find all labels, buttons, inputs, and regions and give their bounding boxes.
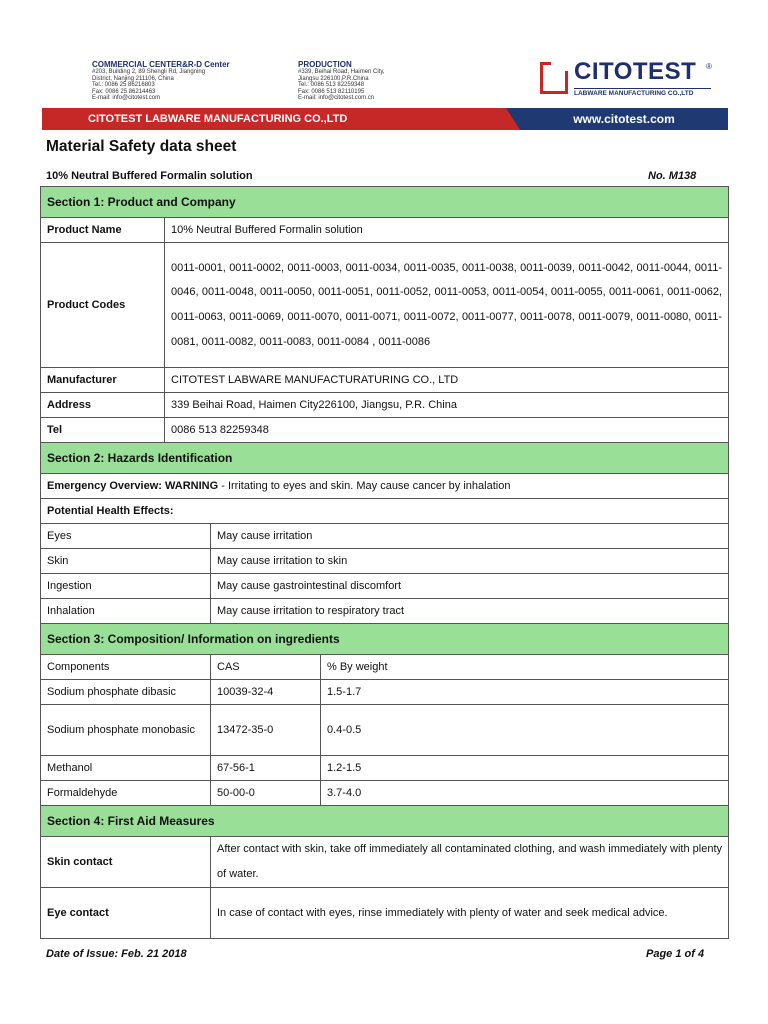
eye-contact-text: In case of contact with eyes, rinse immediately with plenty of water and seek medical advice. [211, 888, 729, 939]
production-line: Tel.: 0086 513 82259348 [298, 82, 365, 89]
component-weight: 1.5-1.7 [321, 680, 729, 705]
section-heading-row [41, 806, 729, 837]
band-website-link[interactable]: www.citotest.com [520, 108, 728, 130]
document-number: No. M138 [648, 170, 697, 182]
section-heading-row [41, 443, 729, 474]
band-company-name: CITOTEST LABWARE MANUFACTURING CO.,LTD [42, 108, 520, 130]
page-number: Page 1 of 4 [646, 948, 705, 960]
table-row [41, 243, 729, 368]
table-row [41, 474, 729, 499]
address-value: 339 Beihai Road, Haimen City226100, Jiangsu, P.R. China [165, 393, 729, 418]
tel-label: Tel [41, 418, 165, 443]
commercial-center-address [92, 60, 230, 102]
production-line: Jiangsu 226100,P.R.China [298, 75, 369, 82]
health-effect: May cause gastrointestinal discomfort [211, 574, 729, 599]
product-name-label: Product Name [41, 218, 165, 243]
logo-name: CITOTEST [574, 58, 697, 85]
tel-value: 0086 513 82259348 [165, 418, 729, 443]
component-cas: 10039-32-4 [211, 680, 321, 705]
component-name: Formaldehyde [41, 781, 211, 806]
date-of-issue: Date of Issue: Feb. 21 2018 [46, 948, 187, 960]
table-row [41, 418, 729, 443]
exposure-route: Skin [41, 549, 211, 574]
section-1-heading: Section 1: Product and Company [41, 187, 729, 218]
emergency-overview [41, 474, 729, 499]
product-subtitle: 10% Neutral Buffered Formalin solution [46, 170, 253, 182]
component-weight: 0.4-0.5 [321, 705, 729, 756]
component-name: Sodium phosphate monobasic [41, 705, 211, 756]
product-codes-label: Product Codes [41, 243, 165, 368]
section-heading-row [41, 187, 729, 218]
table-row [41, 368, 729, 393]
logo-registered-mark: ® [706, 62, 712, 71]
table-row [41, 499, 729, 524]
table-row [41, 756, 729, 781]
component-name: Sodium phosphate dibasic [41, 680, 211, 705]
table-row [41, 574, 729, 599]
address-label: Address [41, 393, 165, 418]
table-row [41, 218, 729, 243]
commercial-line: E-mail: info@citotest.com [92, 95, 161, 102]
table-row [41, 393, 729, 418]
component-weight: 1.2-1.5 [321, 756, 729, 781]
health-effect: May cause irritation [211, 524, 729, 549]
msds-table [40, 186, 729, 939]
product-name-value: 10% Neutral Buffered Formalin solution [165, 218, 729, 243]
skin-contact-text: After contact with skin, take off immediately all contaminated clothing, and wash immediately with plenty of water. [211, 837, 729, 888]
production-line: Fax: 0086 513 82110195 [298, 88, 365, 95]
product-codes-value: 0011-0001, 0011-0002, 0011-0003, 0011-0034, 0011-0035, 0011-0038, 0011-0039, 0011-0042, 0011-0044, 0011-0046, 0011-0048, 0011-0050, 0011-0051, 0011-0052, 0011-0053, 0011-0054, 0011-0055, 0011-0061, 0011-0062, 0011-0063, 0011-0069, 0011-0070, 0011-0071, 0011-0072, 0011-0077, 0011-0078, 0011-0079, 0011-0080, 0011-0081, 0011-0082, 0011-0083, 0011-0084 , 0011-0086 [165, 243, 729, 368]
health-effect: May cause irritation to skin [211, 549, 729, 574]
exposure-route: Inhalation [41, 599, 211, 624]
commercial-line: District, Nanjing 211106, China [92, 75, 174, 82]
exposure-route: Ingestion [41, 574, 211, 599]
column-header-components: Components [41, 655, 211, 680]
component-cas: 67-56-1 [211, 756, 321, 781]
exposure-route: Eyes [41, 524, 211, 549]
skin-contact-label: Skin contact [41, 837, 211, 888]
commercial-line: Fax: 0086 25 86214463 [92, 88, 156, 95]
header-band [42, 108, 728, 130]
table-row [41, 549, 729, 574]
manufacturer-value: CITOTEST LABWARE MANUFACTURATURING CO., LTD [165, 368, 729, 393]
logo-subtitle: LABWARE MANUFACTURING CO.,LTD [574, 88, 711, 97]
column-header-cas: CAS [211, 655, 321, 680]
table-row [41, 888, 729, 939]
table-row [41, 599, 729, 624]
component-cas: 13472-35-0 [211, 705, 321, 756]
table-row [41, 680, 729, 705]
production-address [298, 60, 385, 102]
document-title: Material Safety data sheet [46, 138, 237, 155]
table-row [41, 781, 729, 806]
emergency-warning: WARNING [165, 480, 219, 492]
health-effect: May cause irritation to respiratory tract [211, 599, 729, 624]
section-4-heading: Section 4: First Aid Measures [41, 806, 729, 837]
citotest-logo [540, 60, 720, 100]
table-header-row [41, 655, 729, 680]
manufacturer-label: Manufacturer [41, 368, 165, 393]
commercial-center-title: COMMERCIAL CENTER&R-D Center [92, 60, 230, 69]
commercial-line: Tel.: 0086 25 86216803 [92, 82, 155, 89]
emergency-overview-label: Emergency Overview: [47, 480, 162, 492]
component-weight: 3.7-4.0 [321, 781, 729, 806]
table-row [41, 705, 729, 756]
production-title: PRODUCTION [298, 60, 352, 69]
logo-mark-icon [540, 62, 568, 94]
eye-contact-label: Eye contact [41, 888, 211, 939]
table-row [41, 524, 729, 549]
section-3-heading: Section 3: Composition/ Information on ingredients [41, 624, 729, 655]
commercial-line: #203, Building 2, 89 Shengli Rd, Jiangning [92, 69, 206, 75]
component-name: Methanol [41, 756, 211, 781]
section-heading-row [41, 624, 729, 655]
section-2-heading: Section 2: Hazards Identification [41, 443, 729, 474]
column-header-weight: % By weight [321, 655, 729, 680]
potential-health-effects-label: Potential Health Effects: [41, 499, 729, 524]
production-line: E-mail: info@citotest.com.cn [298, 95, 375, 102]
emergency-overview-text: - Irritating to eyes and skin. May cause cancer by inhalation [218, 480, 511, 492]
table-row [41, 837, 729, 888]
production-line: #339, Beihai Road, Haimen City, [298, 69, 385, 75]
component-cas: 50-00-0 [211, 781, 321, 806]
